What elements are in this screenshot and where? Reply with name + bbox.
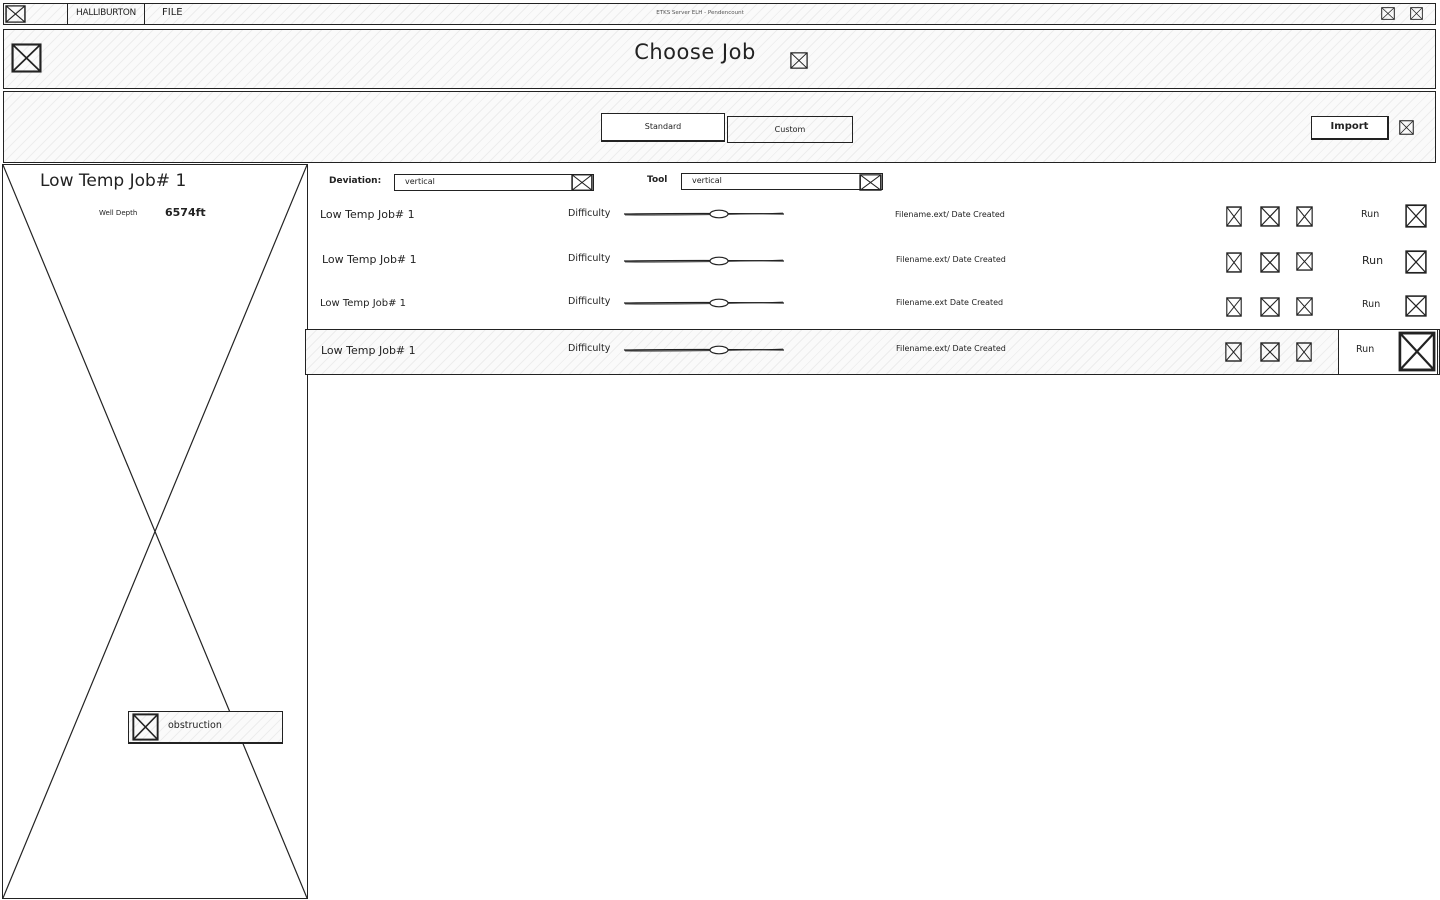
job-name: Low Temp Job# 1 [320, 208, 415, 221]
copy-icon[interactable] [1260, 297, 1280, 317]
edit-icon[interactable] [1226, 206, 1242, 227]
deviation-select[interactable] [394, 174, 594, 191]
tool-dropdown-icon[interactable] [859, 174, 882, 191]
deviation-dropdown-icon[interactable] [571, 174, 593, 191]
job-name: Low Temp Job# 1 [320, 298, 407, 309]
page-title: Choose Job [634, 40, 756, 64]
difficulty-label: Difficulty [568, 296, 611, 307]
tool-select[interactable] [681, 173, 883, 190]
job-name: Low Temp Job# 1 [321, 344, 416, 357]
delete-icon[interactable] [1296, 297, 1313, 316]
minimize-icon[interactable] [1381, 7, 1395, 20]
difficulty-slider[interactable] [623, 298, 785, 308]
delete-icon[interactable] [1296, 342, 1312, 362]
deviation-value: vertical [405, 177, 435, 186]
edit-icon[interactable] [1225, 342, 1242, 362]
close-icon[interactable] [1410, 7, 1423, 20]
job-preview-panel [2, 164, 308, 899]
tab-custom[interactable]: Custom [727, 116, 853, 143]
image-placeholder-icon [3, 165, 307, 898]
run-icon[interactable] [1398, 331, 1436, 372]
app-icon[interactable] [5, 5, 26, 23]
file-menu[interactable]: FILE [162, 7, 183, 18]
difficulty-slider[interactable] [623, 209, 785, 219]
difficulty-slider[interactable] [623, 345, 785, 355]
difficulty-slider[interactable] [623, 256, 785, 266]
job-file: Filename.ext/ Date Created [896, 344, 1006, 353]
brand-tab[interactable]: HALLIBURTON [67, 3, 145, 25]
edit-icon[interactable] [1226, 297, 1242, 317]
import-button[interactable]: Import [1311, 116, 1389, 140]
tool-label: Tool [647, 175, 668, 185]
tab-standard[interactable]: Standard [601, 113, 725, 142]
job-name: Low Temp Job# 1 [322, 253, 417, 266]
run-icon[interactable] [1405, 204, 1427, 228]
job-file: Filename.ext/ Date Created [896, 255, 1006, 264]
server-status: ETKS Server ELH - Pendencount [656, 10, 744, 16]
copy-icon[interactable] [1260, 342, 1280, 362]
run-button[interactable]: Run [1362, 254, 1384, 267]
job-file: Filename.ext/ Date Created [895, 210, 1005, 219]
well-depth-label: Well Depth [99, 209, 138, 217]
back-icon[interactable] [11, 43, 42, 73]
difficulty-label: Difficulty [568, 343, 611, 354]
job-file: Filename.ext Date Created [896, 298, 1004, 307]
run-button[interactable]: Run [1361, 209, 1380, 220]
deviation-label: Deviation: [329, 176, 382, 186]
selected-job-title: Low Temp Job# 1 [40, 171, 187, 191]
run-icon[interactable] [1405, 250, 1427, 274]
delete-icon[interactable] [1296, 252, 1313, 271]
copy-icon[interactable] [1260, 206, 1280, 227]
edit-icon[interactable] [1226, 252, 1242, 273]
run-button[interactable]: Run [1362, 299, 1381, 310]
obstruction-label: obstruction [168, 720, 222, 731]
import-options-icon[interactable] [1399, 120, 1414, 135]
obstruction-icon [132, 713, 159, 741]
difficulty-label: Difficulty [568, 253, 611, 264]
copy-icon[interactable] [1260, 252, 1280, 273]
help-icon[interactable] [790, 52, 808, 69]
difficulty-label: Difficulty [568, 208, 611, 219]
delete-icon[interactable] [1296, 206, 1313, 227]
run-icon[interactable] [1405, 295, 1427, 317]
run-button[interactable]: Run [1356, 344, 1375, 355]
tool-value: vertical [692, 176, 722, 185]
well-depth-value: 6574ft [165, 206, 206, 219]
